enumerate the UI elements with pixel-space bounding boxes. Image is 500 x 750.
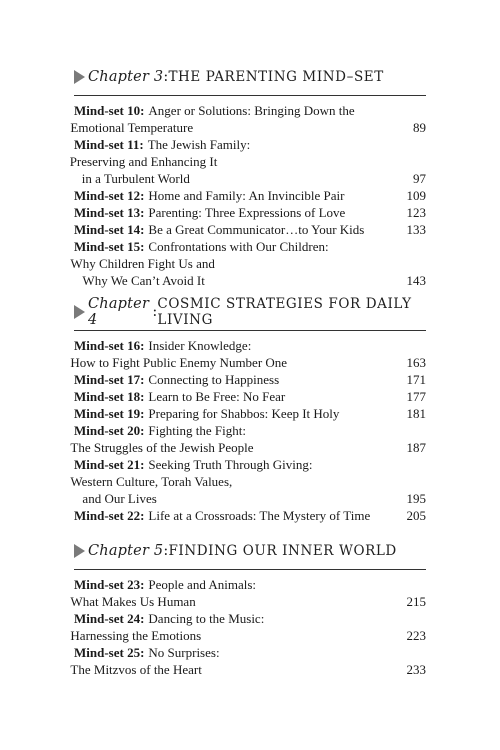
mindset-label: Mind-set 11: bbox=[74, 137, 144, 152]
entry-texts bbox=[144, 371, 426, 388]
toc-entry bbox=[70, 576, 426, 610]
entry-texts bbox=[144, 221, 426, 238]
chapter-5-section bbox=[70, 540, 426, 678]
page-number: 97 bbox=[413, 171, 426, 186]
entry-line bbox=[70, 354, 426, 371]
triangle-bullet-icon bbox=[74, 544, 85, 558]
toc-entry bbox=[70, 238, 426, 289]
mindset-label: Mind-set 13: bbox=[74, 205, 145, 220]
chapter-heading bbox=[74, 66, 426, 88]
toc-entry bbox=[70, 456, 426, 507]
mindset-label: Mind-set 17: bbox=[74, 372, 145, 387]
page-number bbox=[396, 153, 426, 170]
entry-line bbox=[144, 136, 426, 153]
entry-text: The Jewish Family: bbox=[147, 137, 251, 152]
entry-text: Why We Can’t Avoid It bbox=[82, 273, 205, 288]
chapter-title: THE PARENTING MIND–SET bbox=[168, 69, 384, 85]
page-number: 163 bbox=[406, 355, 426, 370]
toc-entry bbox=[70, 337, 426, 371]
entry-text: Connecting to Happiness bbox=[148, 372, 280, 387]
entry-line bbox=[144, 238, 426, 255]
entry-list bbox=[70, 337, 426, 524]
entry-line bbox=[144, 507, 426, 524]
entry-text: No Surprises: bbox=[148, 645, 220, 660]
toc-entry bbox=[74, 204, 426, 221]
mindset-label: Mind-set 16: bbox=[74, 338, 145, 353]
toc-entry bbox=[74, 388, 426, 405]
entry-line bbox=[144, 388, 426, 405]
page-number: 89 bbox=[413, 120, 426, 135]
entry-text: How to Fight Public Enemy Number One bbox=[70, 355, 288, 370]
mindset-label: Mind-set 15: bbox=[74, 239, 145, 254]
toc-entry bbox=[74, 405, 426, 422]
page-number: 123 bbox=[406, 205, 426, 220]
entry-line bbox=[82, 272, 426, 289]
entry-texts bbox=[144, 405, 426, 422]
entry-line bbox=[70, 119, 426, 136]
entry-text: Life at a Crossroads: The Mystery of Time bbox=[148, 508, 371, 523]
chapter-divider bbox=[74, 330, 426, 331]
entry-text: What Makes Us Human bbox=[70, 594, 196, 609]
mindset-label: Mind-set 25: bbox=[74, 645, 145, 660]
entry-text: Preserving and Enhancing It bbox=[69, 154, 218, 169]
page-number: 177 bbox=[406, 389, 426, 404]
entry-text: People and Animals: bbox=[148, 577, 257, 592]
entry-text: Fighting the Fight: bbox=[148, 423, 246, 438]
mindset-label: Mind-set 20: bbox=[74, 423, 145, 438]
mindset-label: Mind-set 18: bbox=[74, 389, 145, 404]
chapter-divider bbox=[74, 569, 426, 570]
chapter-colon: : bbox=[152, 304, 158, 320]
entry-texts bbox=[144, 187, 426, 204]
entry-line bbox=[144, 422, 426, 439]
mindset-label: Mind-set 21: bbox=[74, 457, 145, 472]
page-number bbox=[396, 576, 426, 593]
entry-text: Be a Great Communicator…to Your Kids bbox=[148, 222, 365, 237]
triangle-bullet-icon bbox=[74, 70, 85, 84]
toc-entry bbox=[70, 610, 426, 644]
entry-line bbox=[144, 610, 426, 627]
page-number: 187 bbox=[406, 440, 426, 455]
entry-text: Learn to Be Free: No Fear bbox=[148, 389, 286, 404]
page-number bbox=[396, 255, 426, 272]
page-number bbox=[396, 102, 426, 119]
toc-entry bbox=[69, 136, 426, 187]
page-number: 205 bbox=[406, 508, 426, 523]
page-number: 133 bbox=[406, 222, 426, 237]
entry-line bbox=[144, 337, 426, 354]
entry-text: in a Turbulent World bbox=[81, 171, 190, 186]
entry-text: Seeking Truth Through Giving: bbox=[148, 457, 313, 472]
toc-entry bbox=[74, 187, 426, 204]
entry-list bbox=[69, 102, 426, 289]
triangle-bullet-icon bbox=[74, 305, 85, 319]
entry-line bbox=[144, 371, 426, 388]
toc-entry bbox=[74, 507, 426, 524]
entry-texts bbox=[144, 204, 426, 221]
entry-text: Emotional Temperature bbox=[70, 120, 194, 135]
entry-text: Dancing to the Music: bbox=[148, 611, 265, 626]
chapter-number: Chapter 4 bbox=[88, 296, 150, 328]
entry-line bbox=[144, 221, 426, 238]
page-number bbox=[396, 238, 426, 255]
entry-line bbox=[70, 439, 426, 456]
entry-line bbox=[144, 456, 426, 473]
toc-entry bbox=[70, 644, 426, 678]
entry-text: and Our Lives bbox=[82, 491, 157, 506]
entry-text: Harnessing the Emotions bbox=[70, 628, 202, 643]
page-number: 215 bbox=[406, 594, 426, 609]
entry-line bbox=[70, 661, 426, 678]
entry-text: Anger or Solutions: Bringing Down the bbox=[148, 103, 355, 118]
page-number bbox=[396, 644, 426, 661]
entry-text: Western Culture, Torah Values, bbox=[70, 474, 233, 489]
chapter-heading bbox=[74, 296, 426, 328]
page-number bbox=[396, 456, 426, 473]
chapter-colon: : bbox=[163, 69, 169, 85]
entry-line bbox=[70, 473, 426, 490]
entry-text: Why Children Fight Us and bbox=[70, 256, 215, 271]
toc-entry bbox=[74, 221, 426, 238]
chapter-number: Chapter 3 bbox=[88, 69, 164, 85]
entry-text: Insider Knowledge: bbox=[148, 338, 252, 353]
entry-line bbox=[70, 255, 426, 272]
mindset-label: Mind-set 14: bbox=[74, 222, 145, 237]
entry-line bbox=[144, 576, 426, 593]
entry-line bbox=[70, 627, 426, 644]
entry-text: Confrontations with Our Children: bbox=[148, 239, 329, 254]
toc-entry bbox=[70, 102, 426, 136]
mindset-label: Mind-set 10: bbox=[74, 103, 145, 118]
entry-text: Parenting: Three Expressions of Love bbox=[148, 205, 346, 220]
page-number: 195 bbox=[406, 491, 426, 506]
chapter-3-section bbox=[69, 66, 426, 289]
entry-text: The Mitzvos of the Heart bbox=[70, 662, 202, 677]
toc-entry bbox=[74, 371, 426, 388]
entry-texts bbox=[144, 507, 426, 524]
chapter-heading bbox=[74, 540, 426, 562]
chapter-title: COSMIC STRATEGIES FOR DAILY LIVING bbox=[157, 296, 412, 328]
entry-texts bbox=[144, 388, 426, 405]
entry-line bbox=[144, 405, 426, 422]
entry-line bbox=[144, 187, 426, 204]
page-number bbox=[396, 337, 426, 354]
page-number: 233 bbox=[406, 662, 426, 677]
chapter-title: FINDING OUR INNER WORLD bbox=[168, 543, 397, 559]
page-number: 181 bbox=[406, 406, 426, 421]
toc-entry bbox=[70, 422, 426, 456]
entry-line bbox=[69, 153, 426, 170]
chapter-divider bbox=[74, 95, 426, 96]
entry-text: Home and Family: An Invincible Pair bbox=[148, 188, 345, 203]
entry-line bbox=[82, 490, 426, 507]
mindset-label: Mind-set 22: bbox=[74, 508, 145, 523]
entry-line bbox=[144, 204, 426, 221]
mindset-label: Mind-set 19: bbox=[74, 406, 145, 421]
mindset-label: Mind-set 12: bbox=[74, 188, 145, 203]
entry-line bbox=[144, 644, 426, 661]
page-number: 109 bbox=[406, 188, 426, 203]
entry-line bbox=[70, 593, 426, 610]
page-number: 143 bbox=[406, 273, 426, 288]
chapter-4-section bbox=[70, 296, 426, 524]
page-number: 223 bbox=[406, 628, 426, 643]
entry-line bbox=[81, 170, 426, 187]
mindset-label: Mind-set 23: bbox=[74, 577, 145, 592]
entry-line bbox=[144, 102, 426, 119]
entry-list bbox=[70, 576, 426, 678]
page-number bbox=[396, 610, 426, 627]
chapter-colon: : bbox=[163, 543, 169, 559]
page-number bbox=[396, 422, 426, 439]
entry-text: The Struggles of the Jewish People bbox=[70, 440, 254, 455]
page-number bbox=[396, 136, 426, 153]
chapter-number: Chapter 5 bbox=[88, 543, 164, 559]
entry-text: Preparing for Shabbos: Keep It Holy bbox=[148, 406, 340, 421]
page-number: 171 bbox=[406, 372, 426, 387]
mindset-label: Mind-set 24: bbox=[74, 611, 145, 626]
page-number bbox=[396, 473, 426, 490]
